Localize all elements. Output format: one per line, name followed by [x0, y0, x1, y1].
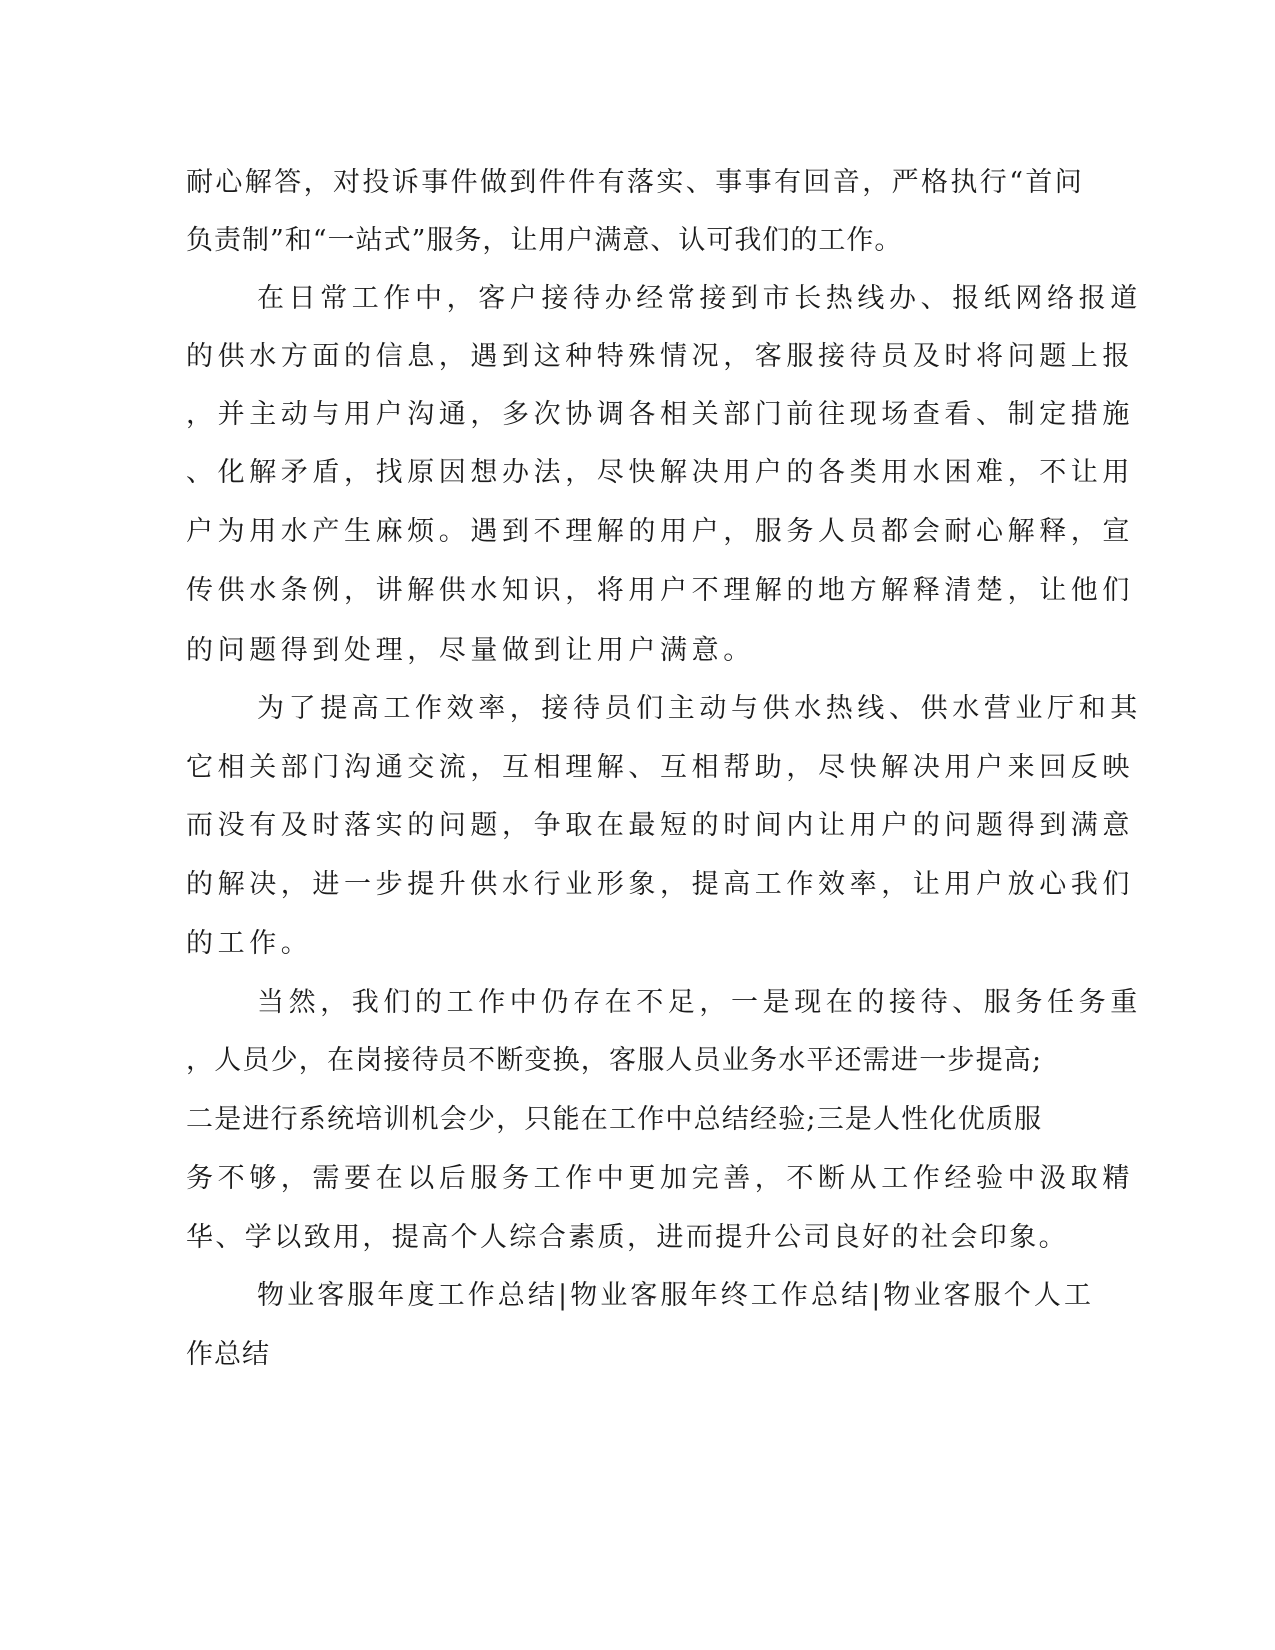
text-line: 的解决，进一步提升供水行业形象，提高工作效率，让用户放心我们	[186, 869, 1134, 900]
text-line: 耐心解答，对投诉事件做到件件有落实、事事有回音，严格执行“首问	[186, 167, 1085, 198]
text-line: ，并主动与用户沟通，多次协调各相关部门前往现场查看、制定措施	[186, 399, 1134, 430]
text-line: 而没有及时落实的问题，争取在最短的时间内让用户的问题得到满意	[186, 810, 1134, 841]
text-line: 华、学以致用，提高个人综合素质，进而提升公司良好的社会印象。	[186, 1222, 1068, 1253]
text-line: 它相关部门沟通交流，互相理解、互相帮助，尽快解决用户来回反映	[186, 752, 1134, 783]
text-line: 的工作。	[186, 928, 313, 959]
text-line: 户为用水产生麻烦。遇到不理解的用户，服务人员都会耐心解释，宣	[186, 516, 1134, 547]
text-line: 的供水方面的信息，遇到这种特殊情况，客服接待员及时将问题上报	[186, 341, 1134, 372]
text-line: ，人员少，在岗接待员不断变换，客服人员业务水平还需进一步提高;	[186, 1045, 1043, 1076]
text-line: 的问题得到处理，尽量做到让用户满意。	[186, 635, 755, 666]
paragraph-first-line: 在日常工作中，客户接待办经常接到市长热线办、报纸网络报道	[257, 283, 1142, 314]
text-line: 作总结	[186, 1339, 270, 1370]
text-line: 负责制”和“一站式”服务，让用户满意、认可我们的工作。	[186, 225, 903, 256]
paragraph-first-line: 物业客服年度工作总结|物业客服年终工作总结|物业客服个人工	[257, 1280, 1095, 1311]
paragraph-first-line: 为了提高工作效率，接待员们主动与供水热线、供水营业厅和其	[257, 693, 1142, 724]
text-line: 二是进行系统培训机会少，只能在工作中总结经验;三是人性化优质服	[186, 1104, 1043, 1135]
paragraph-first-line: 当然，我们的工作中仍存在不足，一是现在的接待、服务任务重	[257, 987, 1142, 1018]
text-line: 务不够，需要在以后服务工作中更加完善，不断从工作经验中汲取精	[186, 1163, 1134, 1194]
text-line: 传供水条例，讲解供水知识，将用户不理解的地方解释清楚，让他们	[186, 575, 1134, 606]
text-line: 、化解矛盾，找原因想办法，尽快解决用户的各类用水困难，不让用	[186, 457, 1134, 488]
